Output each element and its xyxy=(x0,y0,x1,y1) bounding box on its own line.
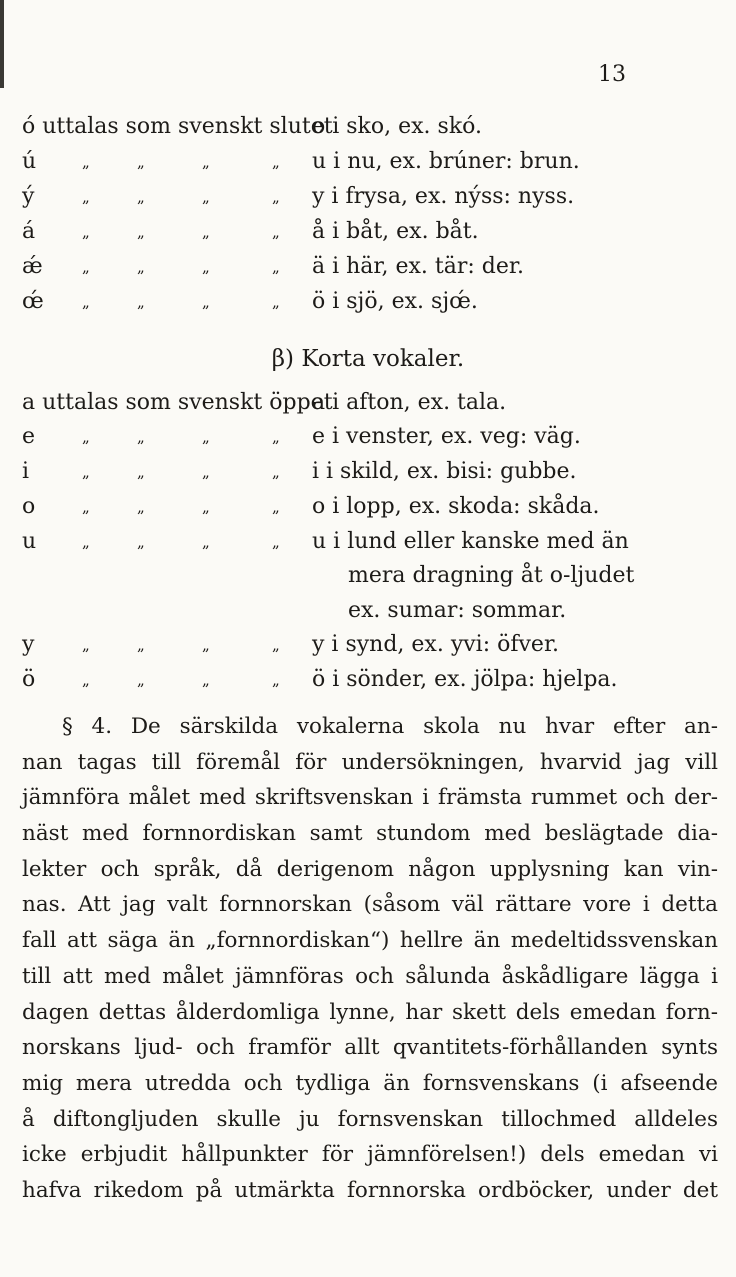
ditto-mark: „ xyxy=(202,533,210,551)
vowel-head: ǽ xyxy=(22,254,43,279)
ditto-mark: „ xyxy=(137,498,145,516)
ditto-mark: „ xyxy=(137,671,145,689)
ditto-mark: „ xyxy=(202,428,210,446)
ditto-mark: „ xyxy=(137,153,145,171)
section-title: β) Korta vokaler. xyxy=(271,346,465,372)
paragraph-line: § 4. De särskilda vokalerna skola nu hvar efter an- xyxy=(62,714,718,739)
vowel-example: y i synd, ex. yvi: öfver. xyxy=(312,632,560,657)
paragraph-line: dagen dettas ålderdomliga lynne, har skett dels emedan forn- xyxy=(22,999,718,1025)
ditto-mark: „ xyxy=(272,223,280,241)
vowel-example: o i sko, ex. skó. xyxy=(312,114,483,139)
vowel-example: ö i sönder, ex. jölpa: hjelpa. xyxy=(312,667,618,692)
ditto-mark: „ xyxy=(202,463,210,481)
paragraph-line: icke erbjudit hållpunkter för jämnförelsen!) dels emedan vi xyxy=(22,1142,718,1168)
u-continuation-line: mera dragning åt o-ljudet xyxy=(348,563,635,588)
vowel-head: ó uttalas som svenskt slutet xyxy=(22,114,333,139)
vowel-example: ö i sjö, ex. sjœ́. xyxy=(312,289,478,314)
vowel-example: i i skild, ex. bisi: gubbe. xyxy=(312,459,577,484)
ditto-mark: „ xyxy=(272,463,280,481)
ditto-mark: „ xyxy=(272,188,280,206)
ditto-mark: „ xyxy=(137,258,145,276)
vowel-head: á xyxy=(22,219,36,244)
paragraph-line: mig mera utredda och tydliga än fornsvenskans (i afseende xyxy=(22,1070,718,1096)
ditto-mark: „ xyxy=(137,428,145,446)
vowel-example: a i afton, ex. tala. xyxy=(312,390,507,415)
ditto-mark: „ xyxy=(137,293,145,311)
ditto-mark: „ xyxy=(82,258,90,276)
ditto-mark: „ xyxy=(202,258,210,276)
paragraph-line: näst med fornnordiskan samt stundom med beslägtade dia- xyxy=(22,821,718,847)
paragraph-line: fall att säga än „fornnordiskan“) hellre än medeltidssvenskan xyxy=(22,928,718,954)
ditto-mark: „ xyxy=(272,498,280,516)
ditto-mark: „ xyxy=(137,463,145,481)
ditto-mark: „ xyxy=(272,258,280,276)
ditto-mark: „ xyxy=(82,223,90,241)
ditto-mark: „ xyxy=(137,636,145,654)
vowel-head: e xyxy=(22,424,36,449)
ditto-mark: „ xyxy=(272,428,280,446)
page-edge-mark xyxy=(0,0,4,88)
ditto-mark: „ xyxy=(82,463,90,481)
paragraph-line: till att med målet jämnföras och sålunda åskådligare lägga i xyxy=(22,963,718,989)
paragraph-line: norskans ljud- och framför allt qvantitets-förhållanden synts xyxy=(22,1035,718,1061)
ditto-mark: „ xyxy=(272,636,280,654)
vowel-example: o i lopp, ex. skoda: skåda. xyxy=(312,494,600,519)
vowel-head: y xyxy=(22,632,35,657)
vowel-head: ú xyxy=(22,149,37,174)
ditto-mark: „ xyxy=(202,498,210,516)
u-continuation-line: ex. sumar: sommar. xyxy=(348,598,567,623)
ditto-mark: „ xyxy=(82,498,90,516)
vowel-head: ö xyxy=(22,667,36,692)
paragraph-line: jämnföra målet med skriftsvenskan i främsta rummet och der- xyxy=(22,785,718,811)
vowel-example: u i lund eller kanske med än xyxy=(312,529,629,554)
ditto-mark: „ xyxy=(137,188,145,206)
ditto-mark: „ xyxy=(82,188,90,206)
ditto-mark: „ xyxy=(202,223,210,241)
vowel-head: o xyxy=(22,494,36,519)
ditto-mark: „ xyxy=(202,636,210,654)
paragraph-line: nas. Att jag valt fornnorskan (såsom väl rättare vore i detta xyxy=(22,892,718,918)
ditto-mark: „ xyxy=(272,153,280,171)
ditto-mark: „ xyxy=(137,223,145,241)
ditto-mark: „ xyxy=(137,533,145,551)
page-number: 13 xyxy=(598,62,626,87)
ditto-mark: „ xyxy=(202,671,210,689)
paragraph-line: hafva rikedom på utmärkta fornnorska ordböcker, under det xyxy=(22,1177,718,1203)
vowel-example: y i frysa, ex. nýss: nyss. xyxy=(312,184,575,209)
paragraph-line: lekter och språk, då derigenom någon upplysning kan vin- xyxy=(22,856,718,882)
vowel-head: i xyxy=(22,459,30,484)
vowel-example: å i båt, ex. båt. xyxy=(312,219,479,244)
vowel-head: u xyxy=(22,529,37,554)
ditto-mark: „ xyxy=(82,153,90,171)
paragraph-line: å diftongljuden skulle ju fornsvenskan tillochmed alldeles xyxy=(22,1106,718,1132)
ditto-mark: „ xyxy=(202,153,210,171)
ditto-mark: „ xyxy=(82,293,90,311)
vowel-example: ä i här, ex. tär: der. xyxy=(312,254,524,279)
ditto-mark: „ xyxy=(272,293,280,311)
ditto-mark: „ xyxy=(82,671,90,689)
section-4-paragraph xyxy=(22,714,718,1214)
ditto-mark: „ xyxy=(202,293,210,311)
vowel-head: a uttalas som svenskt öppet xyxy=(22,390,333,415)
ditto-mark: „ xyxy=(82,428,90,446)
paragraph-line: nan tagas till föremål för undersökningen, hvarvid jag vill xyxy=(22,749,718,775)
ditto-mark: „ xyxy=(82,533,90,551)
ditto-mark: „ xyxy=(272,533,280,551)
ditto-mark: „ xyxy=(82,636,90,654)
vowel-example: e i venster, ex. veg: väg. xyxy=(312,424,581,449)
vowel-example: u i nu, ex. brúner: brun. xyxy=(312,149,580,174)
ditto-mark: „ xyxy=(272,671,280,689)
vowel-head: ý xyxy=(22,184,35,209)
ditto-mark: „ xyxy=(202,188,210,206)
vowel-head: œ́ xyxy=(22,289,44,314)
